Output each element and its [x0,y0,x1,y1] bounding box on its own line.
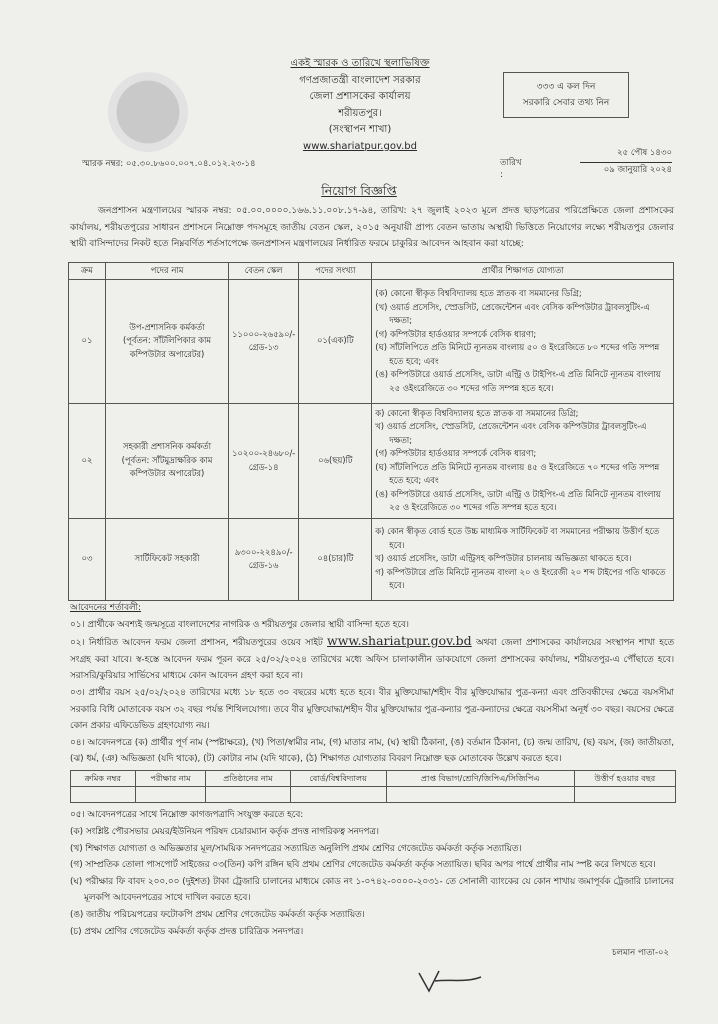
condition-text: অথবা জেলা প্রশাসকের কার্যালয়ের সংস্থাপন শাখা হতে সংগ্রহ করা যাবে। স্ব-হস্তে আবেদন ফরম পূরন করে ২৫/০২/২০২৪ তারিখের মধ্যে অফিস চালাকালীন ডাকযোগে জেলা প্রশাসকের কার্যালয়, শরীয়তপুর-এ পৌঁছাতে হবে। সরাসরি/কুরিয়ার সার্ভিসের মাধ্যমে কোন আবেদন গ্রহণ করা হবে না। [70,638,675,682]
qualification-item: ক) কোন স্বীকৃত বোর্ড হতে উচ্চ মাধ্যমিক সার্টিফিকেট বা সমমানের পরীক্ষায় উত্তীর্ণ হতে হবে। [375,526,660,550]
count-cell: ০৬(ছয়)টি [299,403,372,518]
condition-item: ০৪। আবেদনপত্রে (ক) প্রার্থীর পূর্ণ নাম (স্পষ্টাক্ষরে), (খ) পিতা/স্বামীর নাম, (গ) মাতার নাম, (ঘ) স্থায়ী ঠিকানা, (ঙ) বর্তমান ঠিকানা, (চ) জন্ম তারিখ, (ছ) বয়স, (জ) জাতীয়তা, (ঝ) ধর্ম, (ঞ) অভিজ্ঞতা (যদি থাকে), (ট) কোটার নাম (যদি থাকে), (ঠ) শিক্ষাগত যোগ্যতার বিবরণ নিম্নোক্ত ছক মোতাবেক উল্লেখ করতে হবে। [70,737,674,765]
grade: গ্রেড-১৪ [248,461,279,472]
qualification-cell [372,279,674,403]
scale-cell [229,403,299,518]
scale-cell [229,518,299,600]
qualification-item: (গ) কম্পিউটার হার্ডওয়ার সম্পর্কে বেসিক ধারণা; [375,448,537,458]
table-row [69,518,674,600]
document-item: (গ) সাম্প্রতিক তোলা পাসপোর্ট সাইজের ০৩(তিন) কপি রঙ্গিন ছবি প্রথম শ্রেণির গেজেটেড কর্মকর্তা কর্তৃক সত্যায়িত। ছবির অপর পার্শ্বে প্রার্থীর নাম স্পষ্ট করে লিখতে হবে। [70,860,656,871]
qualification-item: (ঙ) কম্পিউটারে ওয়ার্ড প্রসেসিং, ডাটা এন্ট্রি ও টাইপিং-এ প্রতি মিনিটে ন্যূনতম বাংলায় ২৫ ওইংরেজিতে ৩০ শব্দের গতি সম্পন্ন হতে হবে। [375,369,661,393]
post-cell [106,279,229,403]
column-header: প্রাপ্ত বিভাগ/শ্রেণি/জিপিএ/সিজিপিএ [386,770,574,787]
date-bangla: ২৫ পৌষ ১৪৩০ [580,146,672,163]
post-name: সার্টিফিকেট সহকারী [134,553,200,564]
table-row [71,787,676,803]
stamp-line: একই স্মারক ও তারিখে স্থলাভিষিক্ত [290,58,430,69]
pay-scale: ৯৩০০-২২৪৯০/- [234,546,293,557]
condition-item: ০৫। আবেদনপত্রের সাথে নিম্নোক্ত কাগজপত্রাদি সংযুক্ত করতে হবে: [70,810,304,821]
count-cell: ০১(এক)টি [299,279,372,403]
post-former: (পূর্বতন: সাঁটলিপিকার কাম কম্পিউটার অপারেটর) [122,335,212,359]
post-name: উপ-প্রশাসনিক কর্মকর্তা [129,321,205,332]
district-name: শরীয়তপুর। [338,107,382,119]
table-row [69,403,674,518]
qualification-item: (ঘ) সাঁটলিপিতে প্রতি মিনিটে ন্যূনতম বাংলায় ৫০ ও ইংরেজিতে ৮০ শব্দের গতি সম্পন্ন হতে হবে; এবং [375,342,660,366]
qualification-item: (খ) ওয়ার্ড প্রসেসিং, স্প্রেডসিট, প্রেজেন্টেশন এবং বেসিক কম্পিউটার ট্রাবলসুটিং-এ দক্ষতা; [375,301,650,325]
count-cell: ০৪(চার)টি [299,518,372,600]
condition-text: ০২। নির্ধারিত আবেদন ফরম জেলা প্রশাসন, শরীয়তপুরের ওয়েব সাইট [70,638,323,649]
memo-number: স্মারক নম্বর: ০৫.৩০.৮৬০০.০০৭.০৪.০১২.২৩-১৪ [82,159,256,169]
jobs-table [68,262,674,601]
post-cell [106,403,229,518]
signature [415,965,485,995]
column-header: পদের নাম [106,263,229,280]
column-header: প্রার্থীর শিক্ষাগত যোগ্যতা [372,263,674,280]
document-item: (চ) প্রথম শ্রেণির গেজেটেড কর্মকর্তা কর্তৃক প্রদত্ত চারিত্রিক সনদপত্র। [70,926,304,937]
column-header: ক্রমিক নম্বর [71,770,136,787]
condition-item: ০৩। প্রার্থীর বয়স ২৫/০২/২০২৪ তারিখের মধ্যে ১৮ হতে ৩০ বছরের মধ্যে হতে হবে। বীর মুক্তিযোদ্ধা/শহীদ বীর মুক্তিযোদ্ধার পুত্র-কন্যা এবং প্রতিবন্ধীদের ক্ষেত্রে বয়সসীমা সরকারি বিধি মোতাবেক বয়স ৩২ বছর পর্যন্ত শিথিলযোগ্য। তবে বীর মুক্তিযোদ্ধা/শহীদ বীর মুক্তিযোদ্ধার পুত্র-কন্যার পুত্র-কন্যাদের ক্ষেত্রে বয়সসীমা অনূর্ধ ৩০ বছর। বয়সের ক্ষেত্রে কোন প্রকার এফিডেভিড গ্রহণযোগ্য নয়। [70,687,674,732]
qualification-item: ক) কোনো স্বীকৃত বিশ্ববিদ্যালয় হতে স্নাতক বা সমমানের ডিগ্রি; [375,407,579,418]
grade: গ্রেড-১৬ [248,560,279,570]
post-former: (পূর্বতন: সাঁটমুদ্রাক্ষরিক কাম কম্পিউটার অপারেটর) [121,454,213,479]
letterhead [200,56,520,155]
government-name: গণপ্রজাতন্ত্রী বাংলাদেশ সরকার [299,74,421,86]
qualification-item: খ) ওয়ার্ড প্রসেসিং, স্প্রেডসিট, প্রেজেন্টেশন এবং বেসিক কম্পিউটার ট্রাবলসুটিং-এ দক্ষতা; [375,421,647,445]
scale-cell [229,279,299,403]
info-box-line: সরকারি সেবার তথ্য নিন [522,98,610,108]
qualification-item: (ঘ) সাঁটলিপিতে প্রতি মিনিটে ন্যূনতম বাংলায় ৪৫ ও ইংরেজিতে ৭০ শব্দের গতি সম্পন্ন হতে হবে; এবং [375,461,660,485]
qualification-item: গ) কম্পিউটারে প্রতি মিনিটে ন্যূনতম বাংলা ২০ ও ইংরেজী ২০ শব্দ টাইপের গতি থাকতে হবে। [375,566,666,591]
post-name: সহকারী প্রশাসনিক কর্মকর্তা [122,441,212,452]
date-label: তারিখ : [500,158,522,180]
qualification-cell [372,403,674,518]
condition-item: ০১। প্রার্থীকে অবশ্যই জন্মসূত্রে বাংলাদেশের নাগরিক ও শরীয়তপুর জেলার স্থায়ী বাসিন্দা হতে হবে। [70,619,409,630]
page-title: নিয়োগ বিজ্ঞপ্তি [321,183,397,198]
government-seal [108,72,188,152]
column-header: উত্তীর্ণ হওয়ার বছর [574,770,675,787]
qualification-item: (গ) কম্পিউটার হার্ডওয়ার সম্পর্কে বেসিক ধারণা; [375,328,537,339]
table-header-row [69,263,674,280]
serial-cell: ০২ [69,403,106,518]
column-header: পদের সংখ্যা [299,263,372,280]
post-cell [106,518,229,600]
info-box-line: ৩৩৩ এ কল দিন [536,82,596,92]
table-row [69,279,674,403]
conditions-section [70,600,674,940]
office-name: জেলা প্রশাসকের কার্যালয় [309,91,411,102]
date-gregorian: ০৯ জানুয়ারি ২০২৪ [603,165,672,175]
column-header: ক্রম [69,263,106,280]
pay-scale: ১০২০০-২৪৬৮০/- [232,448,296,458]
column-header: প্রতিষ্ঠানের নাম [206,770,290,787]
branch-name: (সংস্থাপন শাখা) [328,124,392,135]
pay-scale: ১১০০০-২৬৫৯০/- [232,328,296,339]
serial-cell: ০১ [69,279,106,403]
column-header: পরীক্ষার নাম [135,770,206,787]
qualification-cell [372,518,674,600]
qualification-item: (ক) কোনো স্বীকৃত বিশ্ববিদ্যালয় হতে স্নাতক বা সমমানের ডিগ্রি; [375,288,582,298]
website-link[interactable]: www.shariatpur.gov.bd [303,140,417,152]
document-item: (ঘ) পরীক্ষার ফি বাবদ ২০০.০০ (দুইশত) টাকা ট্রেজারি চালানের মাধ্যমে কোড নং ১-০৭৪২-০০০০-২০৩১- তে সোনালী ব্যাংকের যে কোন শাখায় জমাপূর্বক ট্রেজারি চালানের মূলকপি আবেদনপত্রের সাথে দাখিল করতে হবে। [70,876,674,904]
conditions-heading: আবেদনের শর্তাবলী: [70,603,142,613]
info-box [503,72,629,118]
document-item: (ক) সংশ্লিষ্ট পৌরসভার মেয়র/ইউনিয়ন পরিষদ চেয়ারম্যান কর্তৃক প্রদত্ত নাগরিকত্ব সনদপত্র। [70,827,379,838]
condition-item [70,633,674,685]
intro-paragraph: জনপ্রশাসন মন্ত্রণালয়ের স্মারক নম্বর: ০৫.০০.০০০০.১৬৬.১১.০০৮.১৭-৯৪, তারিখ: ২৭ জুলাই ২০২৩ মূলে প্রদত্ত ছাড়পত্রের পরিপ্রেক্ষিতে জেলা প্রশাসকের কার্যালয়, শরীয়তপুরের সাধারন প্রশাসনে নিম্নোক্ত পদসমূহে জাতীয় বেতন স্কেল, ২০১৫ অনুযায়ী প্রাপ্য বেতন ভাতায় অস্থায়ী ভিত্তিতে নিয়োগের লক্ষ্যে শরীয়তপুর জেলার স্থায়ী বাসিন্দাদের নিকট হতে নিম্নবর্ণিত শর্তসাপেক্ষে জনপ্রশাসন মন্ত্রণালয়ের নির্ধারিত ফরমে চাকুরির আবেদন আহবান করা যাচ্ছে: [70,206,674,249]
serial-cell: ০৩ [69,518,106,600]
document-item: (ঙ) জাতীয় পরিচয়পত্রের ফটোকপি প্রথম শ্রেণির গেজেটেড কর্মকর্তা কর্তৃক সত্যায়িত। [70,910,365,920]
qualification-item: (ঙ) কম্পিউটারে ওয়ার্ড প্রসেসিং, ডাটা এন্ট্রি ও টাইপিং-এ প্রতি মিনিটে ন্যূনতম বাংলায় ২৫ ও ইংরেজিতে ৩০ শব্দের গতি সম্পন্ন হতে হবে। [375,488,661,512]
website-link[interactable]: www.shariatpur.gov.bd [327,633,472,649]
education-table [70,770,676,804]
continued-page-note: চলমান পাতা-০২ [612,948,670,958]
qualification-item: খ) ওয়ার্ড প্রসেসিং, ডাটা এন্ট্রিসহ কম্পিউটার চালনায় অভিজ্ঞতা থাকতে হবে। [375,553,632,564]
column-header: বোর্ড/বিশ্ববিদ্যালয় [290,770,386,787]
column-header: বেতন স্কেল [229,263,299,280]
document-item: (খ) শিক্ষাগত যোগ্যতা ও অভিজ্ঞতার মূল/সাময়িক সনদপত্রের সত্যায়িত অনুলিপি প্রথম শ্রেণির গেজেটেড কর্মকর্তা কর্তৃক সত্যায়িত। [70,843,522,854]
table-header-row [71,770,676,787]
grade: গ্রেড-১৩ [248,342,279,352]
